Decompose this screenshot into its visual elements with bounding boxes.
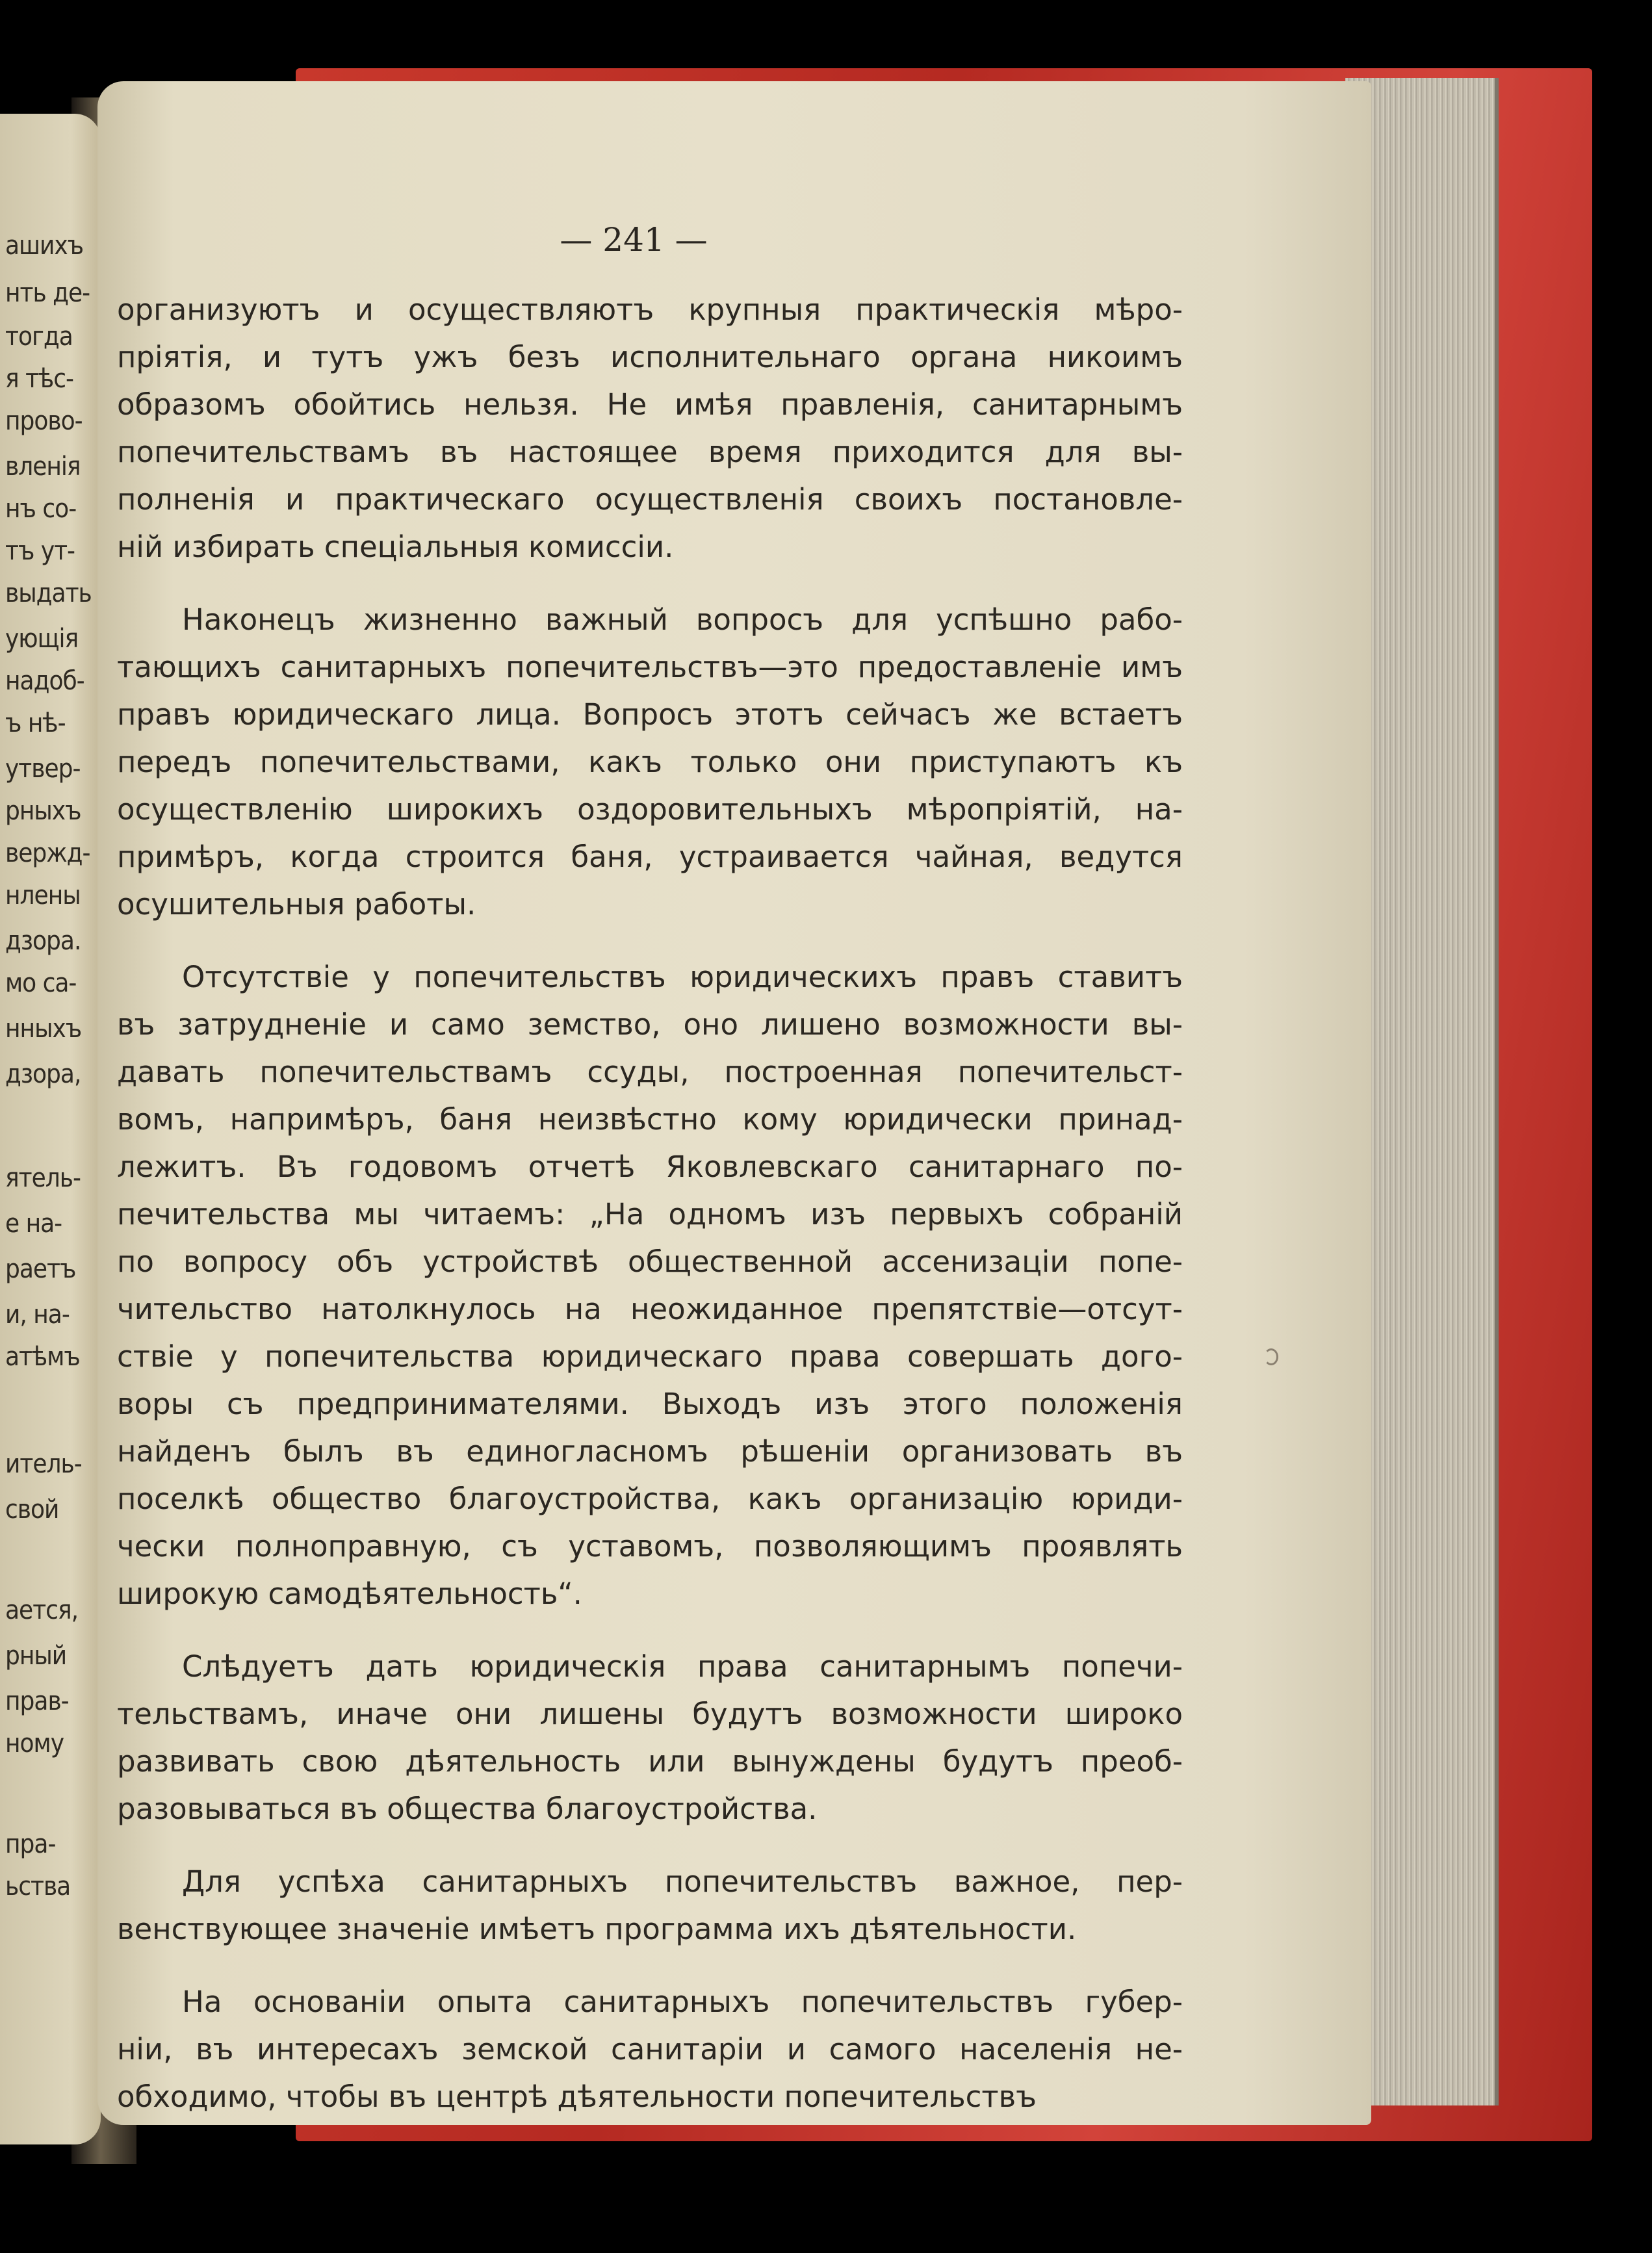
text-line: ніи, въ интересахъ земской санитаріи и самого населенія не- bbox=[117, 2032, 1183, 2066]
left-page-fragment: ному bbox=[5, 1729, 64, 1758]
paragraph-gap bbox=[117, 1833, 1183, 1858]
text-line: ній избирать спеціальныя комиссіи. bbox=[117, 530, 674, 564]
left-page-fragment: ующія bbox=[5, 624, 79, 654]
text-line: тельствамъ, иначе они лишены будутъ возможности широко bbox=[117, 1697, 1183, 1731]
left-page-fragment: итель- bbox=[5, 1449, 82, 1479]
left-page-fragment: прав- bbox=[5, 1686, 69, 1716]
text-line: вомъ, напримѣръ, баня неизвѣстно кому юридически принад- bbox=[117, 1102, 1183, 1137]
text-line: чительство натолкнулось на неожиданное препятствіе—отсут- bbox=[117, 1292, 1183, 1326]
text-line: образомъ обойтись нельзя. Не имѣя правленія, санитарнымъ bbox=[117, 387, 1183, 422]
text-line: полненія и практическаго осуществленія своихъ постановле- bbox=[117, 482, 1183, 517]
left-page-fragment: я тѣс- bbox=[5, 364, 73, 394]
text-line: чески полноправную, съ уставомъ, позволяющимъ проявлять bbox=[117, 1529, 1183, 1564]
left-page bbox=[0, 114, 101, 2144]
text-line: венствующее значеніе имѣетъ программа ихъ дѣятельности. bbox=[117, 1912, 1077, 1946]
left-page-fragment: раетъ bbox=[5, 1254, 76, 1284]
text-line: Слѣдуетъ дать юридическія права санитарнымъ попечи- bbox=[182, 1649, 1183, 1684]
text-line: попечительствамъ въ настоящее время приходится для вы- bbox=[117, 435, 1183, 469]
paragraph bbox=[117, 1858, 1183, 1953]
paragraph bbox=[117, 596, 1183, 928]
text-line: ствіе у попечительства юридическаго права совершать дого- bbox=[117, 1339, 1183, 1374]
text-line: Для успѣха санитарныхъ попечительствъ важное, пер- bbox=[182, 1864, 1183, 1899]
left-page-fragment: надоб- bbox=[5, 666, 84, 696]
paragraph-gap bbox=[117, 1953, 1183, 1978]
left-page-fragment: дзора. bbox=[5, 926, 81, 956]
text-line: широкую самодѣятельность“. bbox=[117, 1577, 582, 1611]
paragraph-gap bbox=[117, 928, 1183, 953]
left-page-fragment: тъ ут- bbox=[5, 536, 75, 566]
paragraph bbox=[117, 1978, 1183, 2120]
text-line: поселкѣ общество благоустройства, какъ организацію юриди- bbox=[117, 1482, 1183, 1516]
text-line: по вопросу объ устройствѣ общественной ассенизаціи попе- bbox=[117, 1244, 1183, 1279]
left-page-fragment: е на- bbox=[5, 1209, 62, 1239]
text-line: обходимо, чтобы въ центрѣ дѣятельности попечительствъ bbox=[117, 2079, 1037, 2114]
left-page-fragment: ашихъ bbox=[5, 231, 84, 261]
text-line: давать попечительствамъ ссуды, построенная попечительст- bbox=[117, 1055, 1183, 1089]
left-page-fragment: рный bbox=[5, 1641, 67, 1671]
text-line: пріятія, и тутъ ужъ безъ исполнительнаго органа никоимъ bbox=[117, 340, 1183, 374]
text-line: передъ попечительствами, какъ только они приступаютъ къ bbox=[117, 745, 1183, 779]
text-line: лежитъ. Въ годовомъ отчетѣ Яковлевскаго санитарнаго по- bbox=[117, 1150, 1183, 1184]
left-page-fragment: нныхъ bbox=[5, 1014, 82, 1044]
left-page-fragment: вержд- bbox=[5, 838, 90, 868]
paragraph-gap bbox=[117, 1617, 1183, 1643]
text-line: печительства мы читаемъ: „На одномъ изъ первыхъ собраній bbox=[117, 1197, 1183, 1231]
left-page-fragment: ятель- bbox=[5, 1163, 81, 1193]
paragraph-gap bbox=[117, 571, 1183, 596]
left-page-fragment: пра- bbox=[5, 1829, 56, 1859]
left-page-fragment: нть де- bbox=[5, 278, 90, 308]
text-line: Наконецъ жизненно важный вопросъ для успѣшно рабо- bbox=[182, 602, 1183, 637]
left-page-fragment: выдать bbox=[5, 578, 92, 608]
text-line: Отсутствіе у попечительствъ юридическихъ правъ ставитъ bbox=[182, 960, 1183, 994]
text-line: разовываться въ общества благоустройства. bbox=[117, 1792, 818, 1826]
text-line: примѣръ, когда строится баня, устраивается чайная, ведутся bbox=[117, 840, 1183, 874]
text-line: тающихъ санитарныхъ попечительствъ—это предоставленіе имъ bbox=[117, 650, 1183, 684]
left-page-fragment: тогда bbox=[5, 322, 73, 352]
text-line: въ затрудненіе и само земство, оно лишено возможности вы- bbox=[117, 1007, 1183, 1042]
left-page-fragment: мо са- bbox=[5, 968, 77, 998]
left-page-fragment: ъ нѣ- bbox=[5, 708, 66, 738]
paragraph bbox=[117, 1643, 1183, 1833]
paragraph bbox=[117, 286, 1183, 571]
left-page-fragment: атѣмъ bbox=[5, 1342, 80, 1372]
text-line: правъ юридическаго лица. Вопросъ этотъ сейчасъ же встаетъ bbox=[117, 697, 1183, 732]
text-line: осушительныя работы. bbox=[117, 887, 476, 921]
left-page-fragment: ается, bbox=[5, 1595, 79, 1625]
left-page-fragment: и, на- bbox=[5, 1300, 70, 1330]
text-line: организуютъ и осуществляютъ крупныя практическія мѣро- bbox=[117, 292, 1183, 327]
left-page-fragment: ьства bbox=[5, 1872, 71, 1901]
text-line: развивать свою дѣятельность или вынуждены будутъ преоб- bbox=[117, 1744, 1183, 1779]
text-line: осуществленію широкихъ оздоровительныхъ мѣропріятій, на- bbox=[117, 792, 1183, 827]
left-page-fragment: свой bbox=[5, 1495, 59, 1525]
text-line: воры съ предпринимателями. Выходъ изъ этого положенія bbox=[117, 1387, 1183, 1421]
page-text bbox=[117, 286, 1183, 2120]
left-page-fragment: вленія bbox=[5, 452, 81, 482]
left-page-fragment: рныхъ bbox=[5, 796, 81, 826]
left-page-fragment: утвер- bbox=[5, 754, 81, 784]
page-number: — 241 — bbox=[560, 221, 708, 259]
left-page-fragment: нлены bbox=[5, 881, 81, 910]
left-page-fragment: нъ со- bbox=[5, 494, 77, 524]
left-page-fragment: прово- bbox=[5, 406, 83, 436]
left-page-fragment: дзора, bbox=[5, 1059, 81, 1089]
text-line: найденъ былъ въ единогласномъ рѣшеніи организовать въ bbox=[117, 1434, 1183, 1469]
text-line: На основаніи опыта санитарныхъ попечительствъ губер- bbox=[182, 1985, 1183, 2019]
paragraph bbox=[117, 953, 1183, 1617]
page-blemish bbox=[1264, 1348, 1278, 1365]
